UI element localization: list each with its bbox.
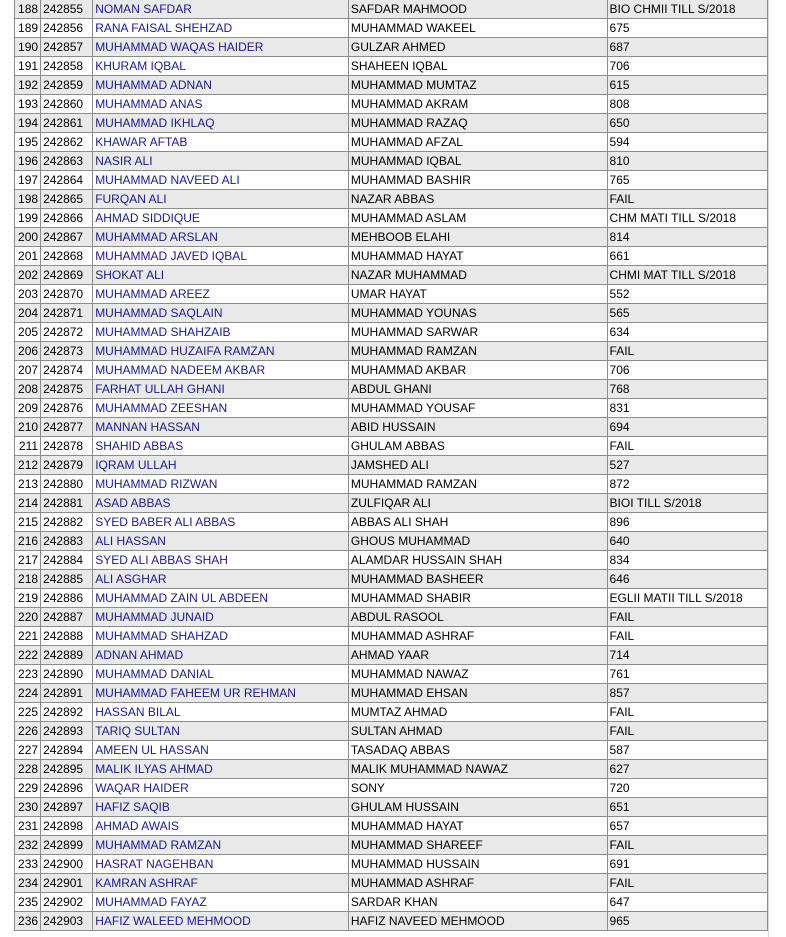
serial-number-cell: 206: [15, 342, 41, 361]
serial-number-cell: 223: [15, 665, 41, 684]
result-cell: 694: [607, 418, 767, 437]
student-name-cell: HAFIZ SAQIB: [93, 798, 349, 817]
serial-number-cell: 235: [15, 893, 41, 912]
results-table-body: [15, 0, 768, 931]
result-cell: 552: [607, 285, 767, 304]
serial-number-cell: 227: [15, 741, 41, 760]
roll-number-cell: 242889: [41, 646, 93, 665]
serial-number-cell: 207: [15, 361, 41, 380]
result-cell: 965: [607, 912, 767, 931]
roll-number-cell: 242870: [41, 285, 93, 304]
student-name-cell: FARHAT ULLAH GHANI: [93, 380, 349, 399]
table-row: [15, 836, 768, 855]
student-name-cell: MUHAMMAD FAYAZ: [93, 893, 349, 912]
serial-number-cell: 226: [15, 722, 41, 741]
table-row: [15, 342, 768, 361]
serial-number-cell: 236: [15, 912, 41, 931]
result-cell: 640: [607, 532, 767, 551]
student-name-cell: SYED ALI ABBAS SHAH: [93, 551, 349, 570]
result-cell: 565: [607, 304, 767, 323]
serial-number-cell: 230: [15, 798, 41, 817]
father-name-cell: ZULFIQAR ALI: [348, 494, 607, 513]
roll-number-cell: 242903: [41, 912, 93, 931]
father-name-cell: HAFIZ NAVEED MEHMOOD: [348, 912, 607, 931]
table-row: [15, 0, 768, 19]
father-name-cell: MUHAMMAD ASHRAF: [348, 627, 607, 646]
serial-number-cell: 220: [15, 608, 41, 627]
serial-number-cell: 208: [15, 380, 41, 399]
table-row: [15, 418, 768, 437]
roll-number-cell: 242855: [41, 0, 93, 19]
student-name-cell: MUHAMMAD ZAIN UL ABDEEN: [93, 589, 349, 608]
roll-number-cell: 242879: [41, 456, 93, 475]
student-name-cell: MUHAMMAD FAHEEM UR REHMAN: [93, 684, 349, 703]
roll-number-cell: 242860: [41, 95, 93, 114]
student-name-cell: MUHAMMAD NADEEM AKBAR: [93, 361, 349, 380]
result-cell: 810: [607, 152, 767, 171]
student-name-cell: MUHAMMAD SHAHZAIB: [93, 323, 349, 342]
student-name-cell: AHMAD AWAIS: [93, 817, 349, 836]
table-row: [15, 912, 768, 931]
father-name-cell: SHAHEEN IQBAL: [348, 57, 607, 76]
student-name-cell: KAMRAN ASHRAF: [93, 874, 349, 893]
table-row: [15, 399, 768, 418]
father-name-cell: MUHAMMAD BASHIR: [348, 171, 607, 190]
father-name-cell: MUHAMMAD IQBAL: [348, 152, 607, 171]
roll-number-cell: 242864: [41, 171, 93, 190]
roll-number-cell: 242867: [41, 228, 93, 247]
student-name-cell: FURQAN ALI: [93, 190, 349, 209]
result-cell: 615: [607, 76, 767, 95]
father-name-cell: MUHAMMAD EHSAN: [348, 684, 607, 703]
student-name-cell: MUHAMMAD JAVED IQBAL: [93, 247, 349, 266]
father-name-cell: MUHAMMAD YOUSAF: [348, 399, 607, 418]
serial-number-cell: 190: [15, 38, 41, 57]
father-name-cell: GHULAM ABBAS: [348, 437, 607, 456]
father-name-cell: MUHAMMAD YOUNAS: [348, 304, 607, 323]
student-name-cell: MUHAMMAD ANAS: [93, 95, 349, 114]
table-row: [15, 893, 768, 912]
result-cell: 651: [607, 798, 767, 817]
serial-number-cell: 199: [15, 209, 41, 228]
serial-number-cell: 201: [15, 247, 41, 266]
roll-number-cell: 242858: [41, 57, 93, 76]
father-name-cell: MUHAMMAD AFZAL: [348, 133, 607, 152]
serial-number-cell: 203: [15, 285, 41, 304]
result-cell: FAIL: [607, 190, 767, 209]
roll-number-cell: 242892: [41, 703, 93, 722]
serial-number-cell: 214: [15, 494, 41, 513]
result-cell: FAIL: [607, 836, 767, 855]
serial-number-cell: 219: [15, 589, 41, 608]
student-name-cell: TARIQ SULTAN: [93, 722, 349, 741]
student-name-cell: ALI HASSAN: [93, 532, 349, 551]
table-row: [15, 722, 768, 741]
student-name-cell: HAFIZ WALEED MEHMOOD: [93, 912, 349, 931]
table-row: [15, 361, 768, 380]
roll-number-cell: 242897: [41, 798, 93, 817]
father-name-cell: MUHAMMAD SARWAR: [348, 323, 607, 342]
student-name-cell: HASSAN BILAL: [93, 703, 349, 722]
student-name-cell: SYED BABER ALI ABBAS: [93, 513, 349, 532]
result-cell: FAIL: [607, 437, 767, 456]
serial-number-cell: 229: [15, 779, 41, 798]
table-row: [15, 114, 768, 133]
table-row: [15, 513, 768, 532]
roll-number-cell: 242891: [41, 684, 93, 703]
roll-number-cell: 242874: [41, 361, 93, 380]
table-row: [15, 760, 768, 779]
left-margin: [0, 0, 13, 937]
roll-number-cell: 242881: [41, 494, 93, 513]
roll-number-cell: 242883: [41, 532, 93, 551]
roll-number-cell: 242894: [41, 741, 93, 760]
student-name-cell: ADNAN AHMAD: [93, 646, 349, 665]
roll-number-cell: 242886: [41, 589, 93, 608]
student-name-cell: MUHAMMAD SAQLAIN: [93, 304, 349, 323]
serial-number-cell: 204: [15, 304, 41, 323]
result-cell: 687: [607, 38, 767, 57]
table-row: [15, 323, 768, 342]
father-name-cell: JAMSHED ALI: [348, 456, 607, 475]
serial-number-cell: 212: [15, 456, 41, 475]
result-cell: 675: [607, 19, 767, 38]
table-row: [15, 855, 768, 874]
roll-number-cell: 242868: [41, 247, 93, 266]
table-row: [15, 456, 768, 475]
table-row: [15, 494, 768, 513]
student-name-cell: AMEEN UL HASSAN: [93, 741, 349, 760]
roll-number-cell: 242893: [41, 722, 93, 741]
roll-number-cell: 242896: [41, 779, 93, 798]
student-name-cell: SHOKAT ALI: [93, 266, 349, 285]
father-name-cell: MUHAMMAD SHABIR: [348, 589, 607, 608]
table-row: [15, 589, 768, 608]
father-name-cell: MUHAMMAD HAYAT: [348, 817, 607, 836]
result-cell: FAIL: [607, 703, 767, 722]
table-row: [15, 779, 768, 798]
table-row: [15, 874, 768, 893]
roll-number-cell: 242885: [41, 570, 93, 589]
result-cell: BIO CHMII TILL S/2018: [607, 0, 767, 19]
result-cell: 814: [607, 228, 767, 247]
student-name-cell: NASIR ALI: [93, 152, 349, 171]
table-row: [15, 798, 768, 817]
table-row: [15, 532, 768, 551]
result-cell: FAIL: [607, 608, 767, 627]
father-name-cell: ABDUL RASOOL: [348, 608, 607, 627]
table-row: [15, 703, 768, 722]
father-name-cell: MUHAMMAD RAMZAN: [348, 342, 607, 361]
roll-number-cell: 242895: [41, 760, 93, 779]
father-name-cell: MUHAMMAD NAWAZ: [348, 665, 607, 684]
roll-number-cell: 242887: [41, 608, 93, 627]
father-name-cell: MUHAMMAD ASLAM: [348, 209, 607, 228]
serial-number-cell: 198: [15, 190, 41, 209]
table-row: [15, 285, 768, 304]
result-cell: 706: [607, 57, 767, 76]
result-cell: EGLII MATII TILL S/2018: [607, 589, 767, 608]
result-cell: 896: [607, 513, 767, 532]
result-cell: 872: [607, 475, 767, 494]
roll-number-cell: 242861: [41, 114, 93, 133]
student-name-cell: ALI ASGHAR: [93, 570, 349, 589]
result-cell: 587: [607, 741, 767, 760]
student-name-cell: MUHAMMAD AREEZ: [93, 285, 349, 304]
roll-number-cell: 242898: [41, 817, 93, 836]
serial-number-cell: 191: [15, 57, 41, 76]
student-name-cell: AHMAD SIDDIQUE: [93, 209, 349, 228]
serial-number-cell: 224: [15, 684, 41, 703]
father-name-cell: GULZAR AHMED: [348, 38, 607, 57]
serial-number-cell: 217: [15, 551, 41, 570]
result-cell: 646: [607, 570, 767, 589]
serial-number-cell: 231: [15, 817, 41, 836]
father-name-cell: MUHAMMAD AKRAM: [348, 95, 607, 114]
roll-number-cell: 242862: [41, 133, 93, 152]
father-name-cell: MUHAMMAD HAYAT: [348, 247, 607, 266]
table-row: [15, 475, 768, 494]
roll-number-cell: 242875: [41, 380, 93, 399]
father-name-cell: MUHAMMAD HUSSAIN: [348, 855, 607, 874]
roll-number-cell: 242869: [41, 266, 93, 285]
table-row: [15, 665, 768, 684]
father-name-cell: MEHBOOB ELAHI: [348, 228, 607, 247]
father-name-cell: TASADAQ ABBAS: [348, 741, 607, 760]
student-name-cell: MUHAMMAD ZEESHAN: [93, 399, 349, 418]
serial-number-cell: 193: [15, 95, 41, 114]
result-cell: 657: [607, 817, 767, 836]
serial-number-cell: 213: [15, 475, 41, 494]
table-row: [15, 228, 768, 247]
father-name-cell: GHULAM HUSSAIN: [348, 798, 607, 817]
roll-number-cell: 242856: [41, 19, 93, 38]
table-row: [15, 76, 768, 95]
roll-number-cell: 242901: [41, 874, 93, 893]
result-cell: CHMI MAT TILL S/2018: [607, 266, 767, 285]
table-row: [15, 19, 768, 38]
roll-number-cell: 242873: [41, 342, 93, 361]
table-row: [15, 627, 768, 646]
serial-number-cell: 202: [15, 266, 41, 285]
table-row: [15, 817, 768, 836]
result-cell: 834: [607, 551, 767, 570]
father-name-cell: MUHAMMAD MUMTAZ: [348, 76, 607, 95]
father-name-cell: SULTAN AHMAD: [348, 722, 607, 741]
student-name-cell: MUHAMMAD RIZWAN: [93, 475, 349, 494]
roll-number-cell: 242902: [41, 893, 93, 912]
result-cell: FAIL: [607, 874, 767, 893]
table-row: [15, 741, 768, 760]
result-cell: 768: [607, 380, 767, 399]
father-name-cell: MUHAMMAD AKBAR: [348, 361, 607, 380]
result-cell: 634: [607, 323, 767, 342]
roll-number-cell: 242877: [41, 418, 93, 437]
roll-number-cell: 242872: [41, 323, 93, 342]
serial-number-cell: 215: [15, 513, 41, 532]
serial-number-cell: 233: [15, 855, 41, 874]
father-name-cell: UMAR HAYAT: [348, 285, 607, 304]
table-row: [15, 646, 768, 665]
student-name-cell: MUHAMMAD JUNAID: [93, 608, 349, 627]
table-row: [15, 95, 768, 114]
student-name-cell: MUHAMMAD WAQAS HAIDER: [93, 38, 349, 57]
result-cell: FAIL: [607, 722, 767, 741]
table-row: [15, 209, 768, 228]
student-name-cell: MUHAMMAD DANIAL: [93, 665, 349, 684]
table-row: [15, 266, 768, 285]
serial-number-cell: 195: [15, 133, 41, 152]
roll-number-cell: 242900: [41, 855, 93, 874]
result-cell: CHM MATI TILL S/2018: [607, 209, 767, 228]
roll-number-cell: 242876: [41, 399, 93, 418]
father-name-cell: ABBAS ALI SHAH: [348, 513, 607, 532]
serial-number-cell: 200: [15, 228, 41, 247]
student-name-cell: MUHAMMAD HUZAIFA RAMZAN: [93, 342, 349, 361]
table-row: [15, 380, 768, 399]
student-name-cell: MUHAMMAD ARSLAN: [93, 228, 349, 247]
results-table: [14, 0, 768, 931]
student-name-cell: MUHAMMAD RAMZAN: [93, 836, 349, 855]
student-name-cell: IQRAM ULLAH: [93, 456, 349, 475]
father-name-cell: MUMTAZ AHMAD: [348, 703, 607, 722]
table-row: [15, 247, 768, 266]
table-row: [15, 684, 768, 703]
roll-number-cell: 242878: [41, 437, 93, 456]
serial-number-cell: 197: [15, 171, 41, 190]
student-name-cell: MUHAMMAD ADNAN: [93, 76, 349, 95]
student-name-cell: WAQAR HAIDER: [93, 779, 349, 798]
serial-number-cell: 196: [15, 152, 41, 171]
serial-number-cell: 192: [15, 76, 41, 95]
roll-number-cell: 242865: [41, 190, 93, 209]
result-cell: FAIL: [607, 342, 767, 361]
father-name-cell: MUHAMMAD BASHEER: [348, 570, 607, 589]
roll-number-cell: 242890: [41, 665, 93, 684]
result-cell: 650: [607, 114, 767, 133]
serial-number-cell: 228: [15, 760, 41, 779]
result-cell: 857: [607, 684, 767, 703]
table-row: [15, 171, 768, 190]
serial-number-cell: 216: [15, 532, 41, 551]
serial-number-cell: 188: [15, 0, 41, 19]
father-name-cell: GHOUS MUHAMMAD: [348, 532, 607, 551]
roll-number-cell: 242880: [41, 475, 93, 494]
student-name-cell: ASAD ABBAS: [93, 494, 349, 513]
result-cell: 714: [607, 646, 767, 665]
serial-number-cell: 225: [15, 703, 41, 722]
result-cell: 627: [607, 760, 767, 779]
table-row: [15, 304, 768, 323]
table-row: [15, 133, 768, 152]
result-cell: 661: [607, 247, 767, 266]
table-row: [15, 38, 768, 57]
result-cell: 761: [607, 665, 767, 684]
student-name-cell: MANNAN HASSAN: [93, 418, 349, 437]
result-cell: 720: [607, 779, 767, 798]
table-row: [15, 551, 768, 570]
serial-number-cell: 221: [15, 627, 41, 646]
serial-number-cell: 211: [15, 437, 41, 456]
result-cell: 765: [607, 171, 767, 190]
student-name-cell: MUHAMMAD SHAHZAD: [93, 627, 349, 646]
student-name-cell: KHURAM IQBAL: [93, 57, 349, 76]
table-row: [15, 57, 768, 76]
student-name-cell: HASRAT NAGEHBAN: [93, 855, 349, 874]
student-name-cell: MUHAMMAD NAVEED ALI: [93, 171, 349, 190]
result-cell: 706: [607, 361, 767, 380]
result-cell: 594: [607, 133, 767, 152]
result-cell: 527: [607, 456, 767, 475]
father-name-cell: NAZAR MUHAMMAD: [348, 266, 607, 285]
result-cell: FAIL: [607, 627, 767, 646]
student-name-cell: NOMAN SAFDAR: [93, 0, 349, 19]
roll-number-cell: 242884: [41, 551, 93, 570]
serial-number-cell: 222: [15, 646, 41, 665]
serial-number-cell: 194: [15, 114, 41, 133]
result-cell: 691: [607, 855, 767, 874]
serial-number-cell: 205: [15, 323, 41, 342]
table-row: [15, 570, 768, 589]
result-cell: 647: [607, 893, 767, 912]
roll-number-cell: 242863: [41, 152, 93, 171]
father-name-cell: MUHAMMAD SHAREEF: [348, 836, 607, 855]
roll-number-cell: 242857: [41, 38, 93, 57]
serial-number-cell: 189: [15, 19, 41, 38]
table-row: [15, 437, 768, 456]
father-name-cell: MUHAMMAD WAKEEL: [348, 19, 607, 38]
student-name-cell: SHAHID ABBAS: [93, 437, 349, 456]
roll-number-cell: 242871: [41, 304, 93, 323]
roll-number-cell: 242882: [41, 513, 93, 532]
roll-number-cell: 242888: [41, 627, 93, 646]
father-name-cell: MUHAMMAD ASHRAF: [348, 874, 607, 893]
roll-number-cell: 242859: [41, 76, 93, 95]
serial-number-cell: 210: [15, 418, 41, 437]
father-name-cell: NAZAR ABBAS: [348, 190, 607, 209]
father-name-cell: SARDAR KHAN: [348, 893, 607, 912]
serial-number-cell: 232: [15, 836, 41, 855]
roll-number-cell: 242899: [41, 836, 93, 855]
roll-number-cell: 242866: [41, 209, 93, 228]
serial-number-cell: 209: [15, 399, 41, 418]
father-name-cell: SONY: [348, 779, 607, 798]
table-row: [15, 152, 768, 171]
vertical-scrollbar[interactable]: [768, 0, 786, 937]
student-name-cell: MALIK ILYAS AHMAD: [93, 760, 349, 779]
father-name-cell: MALIK MUHAMMAD NAWAZ: [348, 760, 607, 779]
serial-number-cell: 234: [15, 874, 41, 893]
father-name-cell: ABID HUSSAIN: [348, 418, 607, 437]
father-name-cell: ALAMDAR HUSSAIN SHAH: [348, 551, 607, 570]
table-row: [15, 190, 768, 209]
result-cell: 831: [607, 399, 767, 418]
result-cell: BIOI TILL S/2018: [607, 494, 767, 513]
father-name-cell: SAFDAR MAHMOOD: [348, 0, 607, 19]
student-name-cell: RANA FAISAL SHEHZAD: [93, 19, 349, 38]
result-cell: 808: [607, 95, 767, 114]
father-name-cell: MUHAMMAD RAMZAN: [348, 475, 607, 494]
student-name-cell: MUHAMMAD IKHLAQ: [93, 114, 349, 133]
table-row: [15, 608, 768, 627]
student-name-cell: KHAWAR AFTAB: [93, 133, 349, 152]
father-name-cell: AHMAD YAAR: [348, 646, 607, 665]
father-name-cell: ABDUL GHANI: [348, 380, 607, 399]
serial-number-cell: 218: [15, 570, 41, 589]
father-name-cell: MUHAMMAD RAZAQ: [348, 114, 607, 133]
